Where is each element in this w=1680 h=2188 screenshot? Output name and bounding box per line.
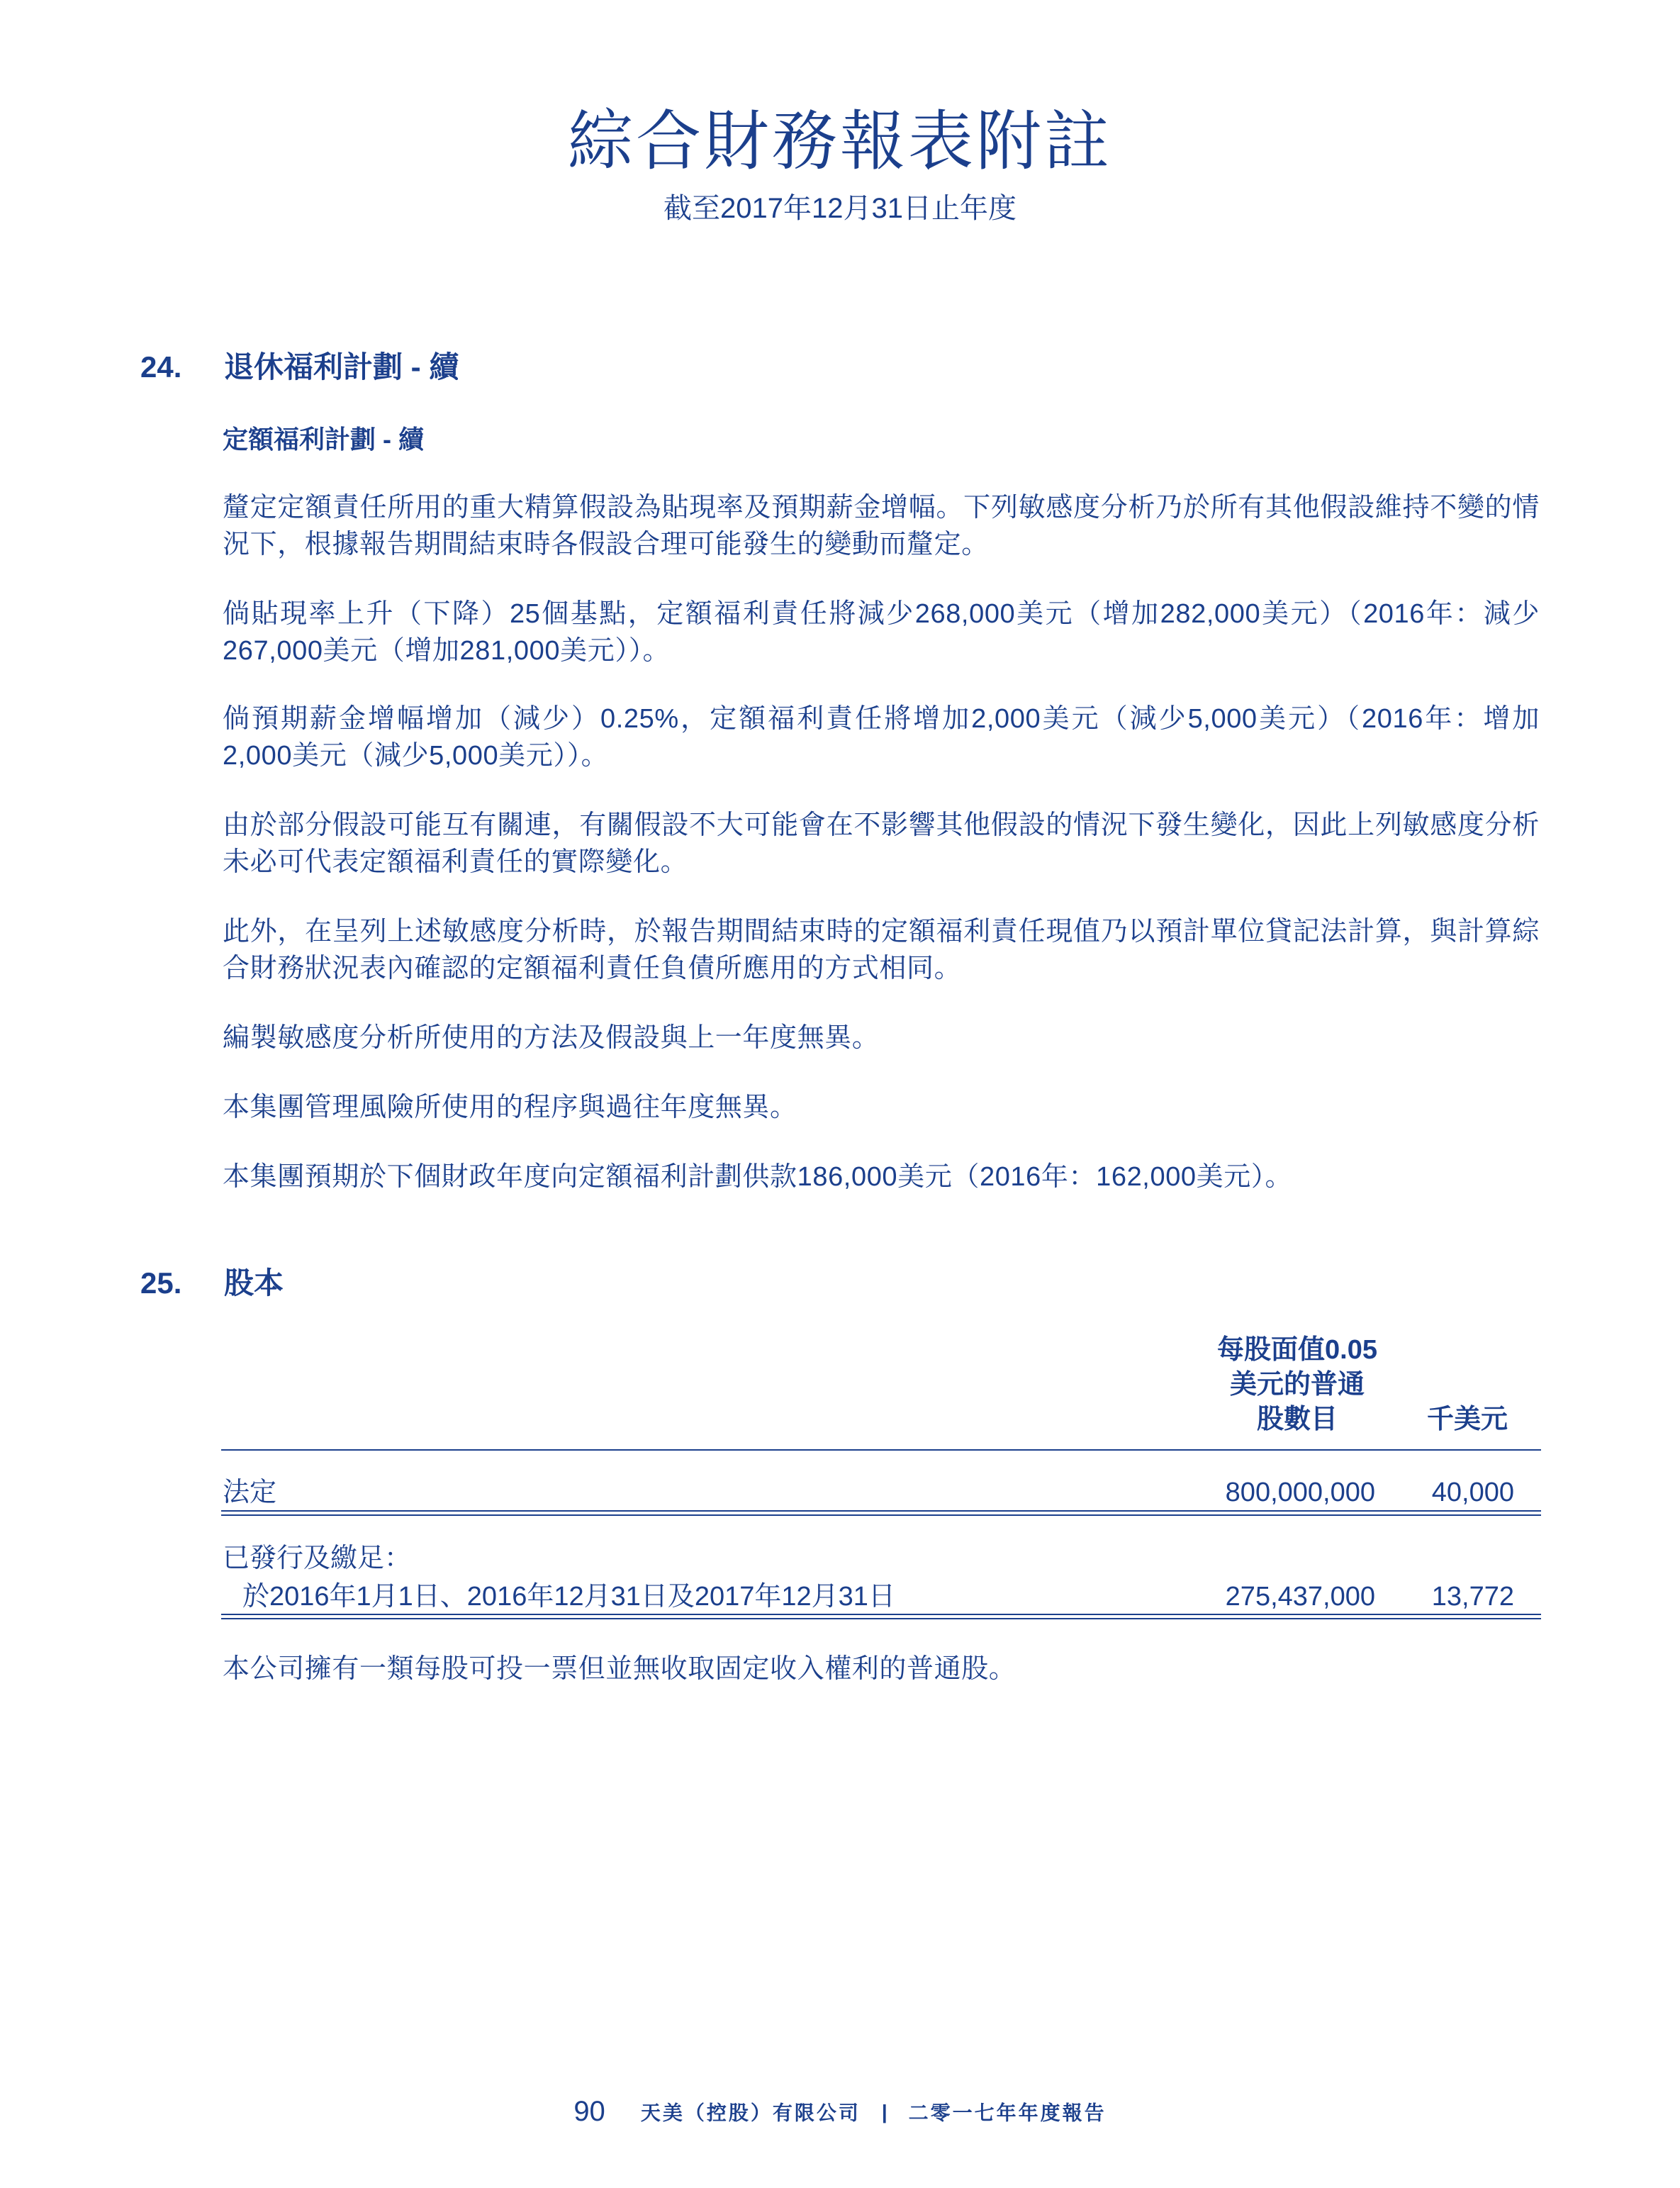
- issued-double-rule: [221, 1614, 1541, 1619]
- page-subtitle: 截至2017年12月31日止年度: [663, 193, 1017, 224]
- section-24-subtitle: 定額福利計劃 - 續: [223, 425, 424, 454]
- paragraph-contribution: 本集團預期於下個財政年度向定額福利計劃供款186,000美元（2016年：162,000美元）。: [223, 1162, 1293, 1192]
- paragraph-risk-process: 本集團管理風險所使用的程序與過往年度無異。: [223, 1093, 797, 1122]
- issued-shares: 275,437,000: [1225, 1582, 1375, 1612]
- page-title: 綜合財務報表附註: [567, 106, 1112, 178]
- section-25-title: 股本: [224, 1266, 284, 1300]
- paragraph-salary-increase: 倘預期薪金增幅增加（減少）0.25%，定額福利責任將增加2,000美元（減少5,000美元）（2016年：增加2,000美元（減少5,000美元））。: [223, 704, 1540, 771]
- section-24-title: 退休福利計劃 - 續: [224, 350, 459, 384]
- page-number: 90: [573, 2096, 605, 2127]
- page-footer: [0, 2096, 1680, 2128]
- section-25-heading: [140, 1266, 284, 1301]
- footer-separator: |: [881, 2100, 887, 2123]
- paragraph-discount-rate: 倘貼現率上升（下降）25個基點，定額福利責任將減少268,000美元（增加282,000美元）（2016年：減少267,000美元（增加281,000美元））。: [223, 599, 1540, 666]
- section-25-number: 25.: [140, 1266, 182, 1300]
- authorised-amount: 40,000: [1431, 1478, 1514, 1507]
- issued-label: 於2016年1月1日、2016年12月31日及2017年12月31日: [242, 1582, 895, 1612]
- shares-column-header: [1177, 1333, 1418, 1437]
- section-24-heading: [140, 350, 459, 385]
- shares-header-line-1: 每股面值0.05: [1217, 1335, 1377, 1365]
- issued-amount: 13,772: [1431, 1582, 1514, 1612]
- authorised-double-rule: [221, 1510, 1541, 1516]
- footer-company: 天美（控股）有限公司: [640, 2102, 861, 2124]
- footer-report-title: 二零一七年年度報告: [908, 2102, 1107, 2124]
- shares-header-line-3: 股數目: [1256, 1405, 1338, 1434]
- section-24-number: 24.: [140, 350, 182, 384]
- issued-heading: 已發行及繳足：: [223, 1544, 412, 1573]
- authorised-label: 法定: [223, 1478, 277, 1507]
- shares-header-line-2: 美元的普通: [1229, 1370, 1365, 1400]
- paragraph-methods: 編製敏感度分析所使用的方法及假設與上一年度無異。: [223, 1023, 880, 1053]
- amount-column-header: 千美元: [1426, 1405, 1508, 1434]
- paragraph-present-value: 此外，在呈列上述敏感度分析時，於報告期間結束時的定額福利責任現值乃以預計單位貸記法計算，與計算綜合財務狀況表內確認的定額福利責任負債所應用的方式相同。: [223, 917, 1540, 983]
- table-header-rule: [221, 1449, 1541, 1451]
- paragraph-share-rights: 本公司擁有一類每股可投一票但並無收取固定收入權利的普通股。: [223, 1654, 1017, 1684]
- paragraph-correlation: 由於部分假設可能互有關連，有關假設不大可能會在不影響其他假設的情況下發生變化，因此上列敏感度分析未必可代表定額福利責任的實際變化。: [223, 810, 1540, 877]
- authorised-shares: 800,000,000: [1225, 1478, 1375, 1507]
- paragraph-assumptions: 釐定定額責任所用的重大精算假設為貼現率及預期薪金增幅。下列敏感度分析乃於所有其他假設維持不變的情況下，根據報告期間結束時各假設合理可能發生的變動而釐定。: [223, 493, 1540, 559]
